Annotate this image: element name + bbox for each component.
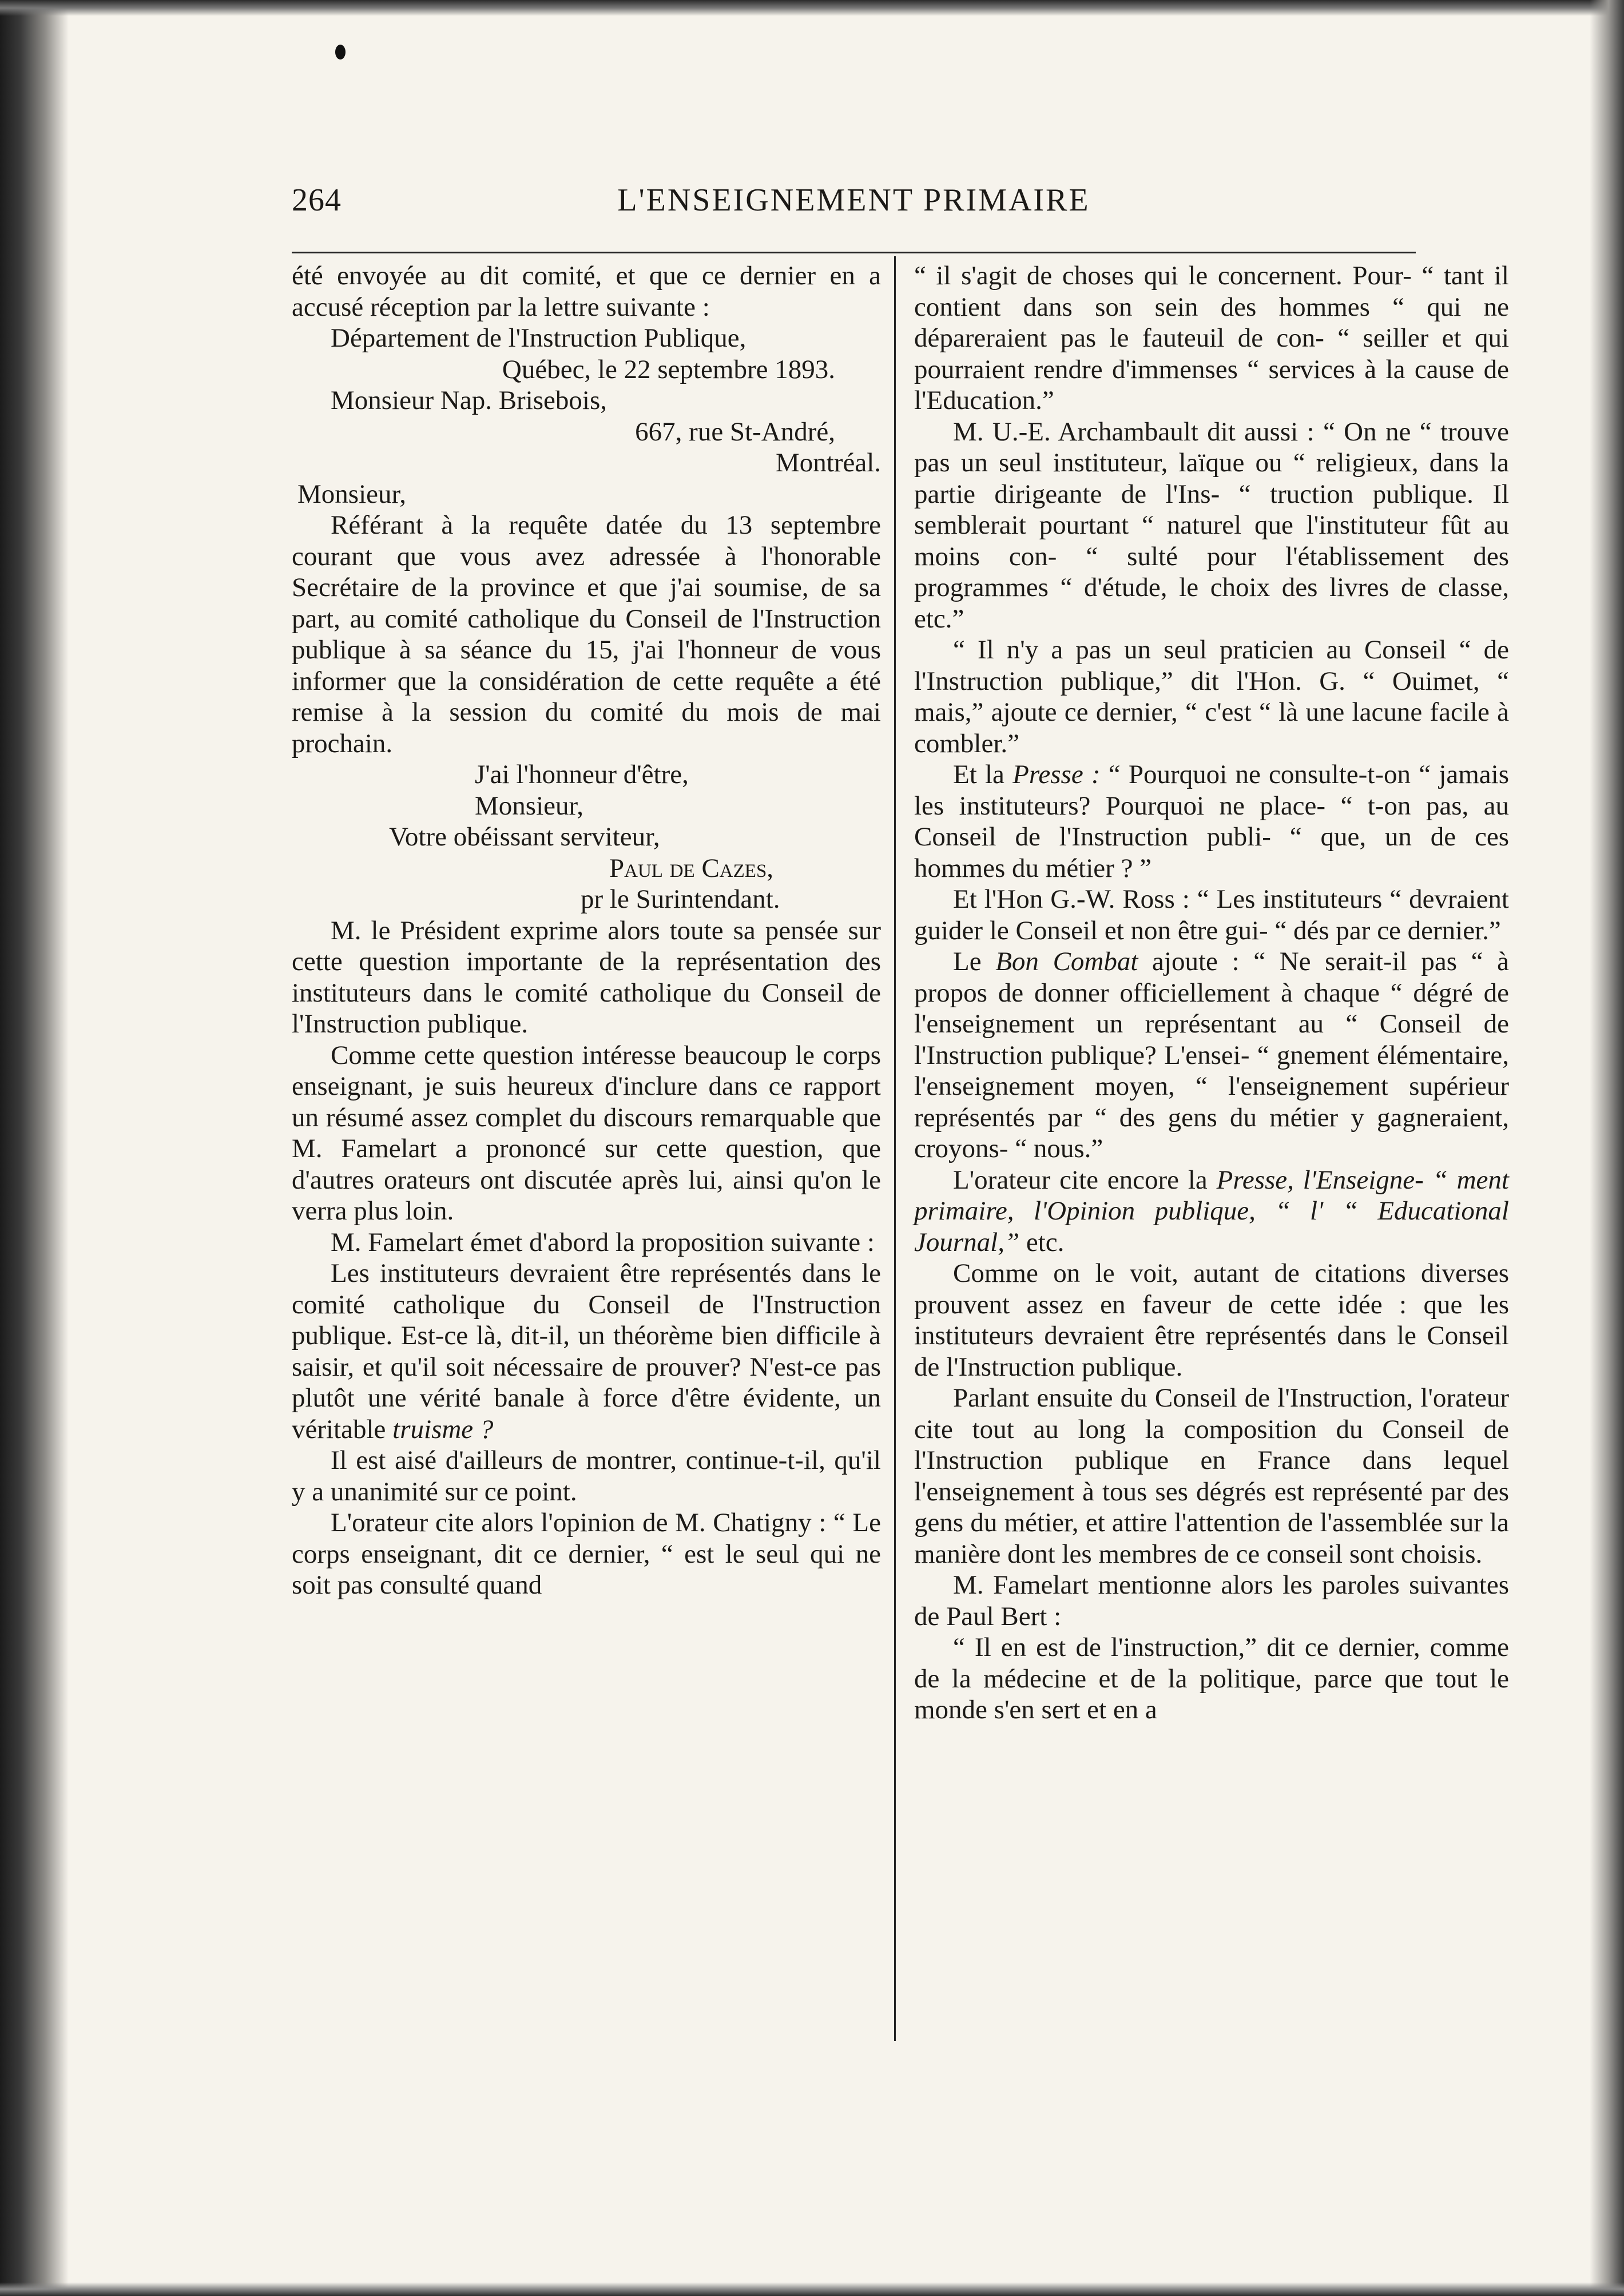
page-edge-shadow-top (0, 0, 1624, 16)
paragraph (292, 510, 881, 759)
paragraph-text: Département de l'Instruction Publique, (331, 323, 747, 353)
paragraph (292, 447, 881, 479)
running-title: L'ENSEIGNEMENT PRIMAIRE (617, 182, 1090, 218)
paragraph (292, 385, 881, 416)
paragraph-text: “ Pourquoi ne consulte-t-on “ jamais les instituteurs? Pourquoi ne place- “ t-on pas, au Conseil de l'Instruction publi- “ que, un de ces hommes du métier ? ” (914, 760, 1510, 883)
paragraph (914, 416, 1509, 635)
paragraph-text: Il est aisé d'ailleurs de montrer, continue-t-il, qu'il y a unanimité sur ce point. (292, 1445, 881, 1507)
paragraph (292, 821, 881, 853)
paragraph-text: Parlant ensuite du Conseil de l'Instruction, l'orateur cite tout au long la composition du Conseil de l'Instruction publique en France dans lequel l'enseignement à tous ses dégrés est représenté par des gens du métier, et attire l'attention de l'assemblée sur la manière dont les membres de ce conseil sont choisis. (914, 1383, 1509, 1569)
paragraph (292, 1445, 881, 1507)
paragraph (292, 479, 881, 510)
paragraph-text: Et l'Hon G.-W. Ross : “ Les instituteurs “ devraient guider le Conseil et non être gui- “ dés par ce dernier.” (914, 884, 1509, 946)
paragraph (292, 884, 881, 915)
paragraph (292, 1227, 881, 1258)
paragraph (292, 1507, 881, 1601)
italic-text: Presse, l'Enseigne- “ ment primaire, l'Opinion publique, “ l' “ Educational Journal,” (914, 1165, 1509, 1257)
paragraph (914, 1258, 1509, 1383)
paragraph-text: M. Famelart émet d'abord la proposition suivante : (331, 1227, 875, 1257)
paragraph (292, 791, 881, 822)
page-edge-shadow-bottom (0, 2282, 1624, 2296)
paragraph-text: “ il s'agit de choses qui le concernent. Pour- “ tant il contient dans son sein des hommes “ qui ne dépareraient pas le fauteuil de con- “ seiller et qui pourraient rendre d'immenses “ services à la cause de l'Education.” (914, 261, 1509, 415)
paragraph-text: Le (953, 947, 996, 976)
paragraph-text: Monsieur Nap. Brisebois, (331, 386, 607, 415)
paragraph-text: Monsieur, (475, 791, 584, 821)
paragraph-text: Québec, le 22 septembre 1893. (502, 354, 835, 384)
paragraph-text: Référant à la requête datée du 13 septembre courant que vous avez adressée à l'honorable Secrétaire de la province et que j'ai soumise, de sa part, au comité catholique du Conseil de l'Instruction publique à sa séance du 15, j'ai l'honneur de vous informer que la considération de cette requête a été remise à la session du comité du mois de mai prochain. (292, 510, 881, 758)
paragraph (292, 759, 881, 791)
left-column (292, 260, 881, 1601)
paragraph (292, 323, 881, 354)
paragraph (292, 1040, 881, 1227)
page-number: 264 (292, 182, 342, 218)
paragraph-text: M. le Président exprime alors toute sa pensée sur cette question importante de la représentation des instituteurs dans le comité catholique du Conseil de l'Instruction publique. (292, 915, 881, 1039)
paragraph (914, 1632, 1509, 1726)
paragraph-text: été envoyée au dit comité, et que ce dernier en a accusé réception par la lettre suivante : (292, 261, 881, 322)
paragraph (914, 1165, 1509, 1258)
italic-text: truisme ? (392, 1414, 494, 1444)
paragraph (914, 946, 1509, 1165)
paragraph-text: “ Il en est de l'instruction,” dit ce dernier, comme de la médecine et de la politique, parce que tout le monde s'en sert et en a (914, 1632, 1509, 1725)
paragraph (292, 354, 881, 386)
italic-text: Presse : (1012, 760, 1101, 789)
paragraph (914, 634, 1509, 759)
paragraph-text: pr le Surintendant. (581, 884, 780, 914)
paragraph-text: Votre obéissant serviteur, (389, 822, 660, 852)
paragraph-text: M. U.-E. Archambault dit aussi : “ On ne “ trouve pas un seul instituteur, laïque ou “ religieux, dans la partie dirigeante de l'Ins- “ truction publique. Il semblerait pourtant “ naturel que l'instituteur fût au moins con- “ sulté pour l'établissement des programmes “ d'étude, le choix des livres de classe, etc.” (914, 416, 1509, 634)
paragraph (292, 1258, 881, 1445)
paragraph-text: 667, rue St-André, (635, 416, 835, 447)
paragraph (914, 1570, 1509, 1632)
paragraph (292, 915, 881, 1040)
paragraph (914, 884, 1509, 946)
paragraph (914, 260, 1509, 416)
column-divider (894, 256, 896, 2041)
paragraph-text: J'ai l'honneur d'être, (475, 760, 689, 789)
right-column (914, 260, 1509, 1726)
header-rule (292, 252, 1416, 253)
page-header (292, 182, 1416, 228)
paragraph-text: Et la (953, 760, 1013, 789)
paragraph (292, 853, 881, 884)
paragraph (914, 759, 1509, 884)
paragraph-text: L'orateur cite encore la (953, 1165, 1217, 1195)
paragraph (292, 416, 881, 448)
paragraph-text: L'orateur cite alors l'opinion de M. Chatigny : “ Le corps enseignant, dit ce dernier, “ est le seul qui ne soit pas consulté quand (292, 1508, 881, 1600)
paragraph-text: Monsieur, (297, 479, 407, 509)
paragraph-text: ajoute : “ Ne serait-il pas “ à propos de donner officiellement à chaque “ dégré de l'enseignement un représentant au “ Conseil de l'Instruction publique? L'ensei- “ gnement élémentaire, l'enseignement moyen, “ l'enseignement supérieur représentés par “ des gens du métier y gagneraient, croyons- “ nous.” (914, 947, 1510, 1163)
paragraph-text: Paul de Cazes, (609, 853, 774, 883)
paragraph (292, 260, 881, 323)
italic-text: Bon Combat (995, 947, 1138, 976)
ink-spot (335, 45, 346, 59)
paragraph-text: M. Famelart mentionne alors les paroles suivantes de Paul Bert : (914, 1570, 1509, 1631)
paragraph-text: Comme on le voit, autant de citations diverses prouvent assez en faveur de cette idée : que les instituteurs devraient être représentés dans le Conseil de l'Instruction publique. (914, 1258, 1509, 1382)
paragraph-text: Montréal. (775, 448, 881, 478)
page-edge-shadow-left (0, 0, 69, 2296)
paragraph-text: Les instituteurs devraient être représentés dans le comité catholique du Conseil de l'Instruction publique. Est-ce là, dit-il, un théorème bien difficile à saisir, et qu'il soit nécessaire de prouver? N'est-ce pas plutôt une vérité banale à force d'être évidente, un véritable (292, 1258, 881, 1444)
paragraph-text: Comme cette question intéresse beaucoup le corps enseignant, je suis heureux d'inclure dans ce rapport un résumé assez complet du discours remarquable que M. Famelart a prononcé sur cette question, que d'autres orateurs ont discutée après lui, ainsi qu'on le verra plus loin. (292, 1040, 881, 1226)
paragraph-text: “ Il n'y a pas un seul praticien au Conseil “ de l'Instruction publique,” dit l'Hon. G. “ Ouimet, “ mais,” ajoute ce dernier, “ c'est “ là une lacune facile à combler.” (914, 635, 1509, 758)
paragraph-text: etc. (1019, 1227, 1065, 1257)
paragraph (914, 1383, 1509, 1570)
page-edge-shadow-right (1590, 0, 1624, 2296)
